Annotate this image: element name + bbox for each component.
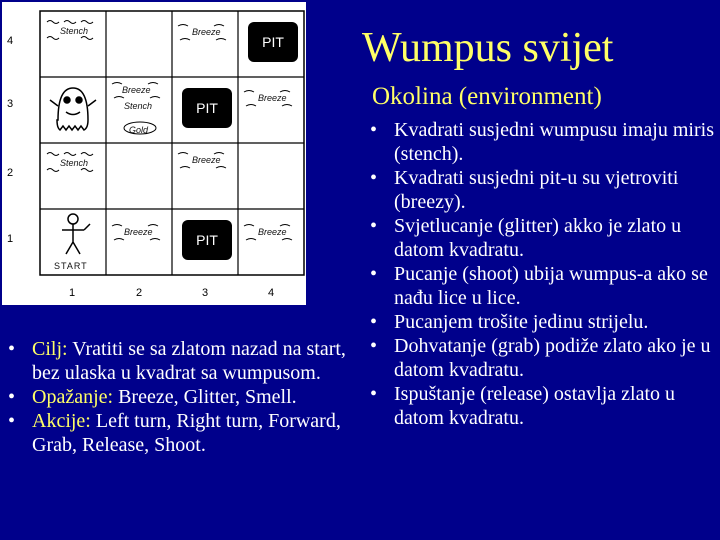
percepts-text: Breeze, Glitter, Smell. (113, 386, 297, 408)
col-label-4: 4 (268, 287, 275, 299)
rule-arrow: • Pucanjem trošite jedinu strijelu. (362, 310, 720, 334)
environment-rules-list (362, 118, 720, 430)
cell-2-3-gold: Gold (129, 125, 149, 135)
rule-breeze: • Kvadrati susjedni pit-u su vjetroviti (breezy). (362, 166, 720, 214)
percepts-item (0, 385, 370, 409)
row-label-2: 2 (7, 167, 14, 179)
actions-text: Left turn, Right turn, Forward, Grab, Release, Shoot. (32, 410, 341, 456)
wumpus-icon (50, 88, 96, 130)
cell-2-3-breeze: Breeze (122, 85, 151, 95)
cell-1-2-stench: Stench (60, 158, 89, 168)
percepts-label: Opažanje: (32, 386, 114, 408)
start-label: START (54, 261, 88, 271)
actions-item (0, 409, 370, 457)
pit-cell-3-3: PIT (182, 88, 232, 128)
task-description-list (0, 337, 370, 457)
cell-3-4-breeze: Breeze (192, 27, 221, 37)
rule-shoot: • Pucanje (shoot) ubija wumpus-a ako se nađu lice u lice. (362, 262, 720, 310)
col-label-1: 1 (69, 287, 76, 299)
rule-release: • Ispuštanje (release) ostavlja zlato u datom kvadratu. (362, 382, 720, 430)
cell-2-1-breeze: Breeze (124, 227, 153, 237)
rule-grab: • Dohvatanje (grab) podiže zlato ako je u datom kvadratu. (362, 334, 720, 382)
agent-icon (62, 214, 90, 254)
wumpus-grid (2, 2, 306, 305)
pit-cell-3-1: PIT (182, 220, 232, 260)
cell-1-4-stench: Stench (60, 26, 89, 36)
rule-glitter: • Svjetlucanje (glitter) akko je zlato u datom kvadratu. (362, 214, 720, 262)
environment-subtitle: Okolina (environment) (372, 83, 602, 110)
goal-item (0, 337, 370, 385)
pit-cell-4-4: PIT (248, 22, 298, 62)
actions-label: Akcije: (32, 410, 91, 432)
row-label-1: 1 (7, 233, 14, 245)
col-label-2: 2 (136, 287, 143, 299)
cell-4-3-breeze: Breeze (258, 93, 287, 103)
goal-label: Cilj: (32, 338, 68, 360)
row-label-4: 4 (7, 35, 14, 47)
slide-title: Wumpus svijet (362, 25, 614, 71)
cell-2-3-stench: Stench (124, 101, 153, 111)
goal-text: Vratiti se sa zlatom nazad na start, bez ulaska u kvadrat sa wumpusom. (32, 338, 346, 384)
rule-stench: • Kvadrati susjedni wumpusu imaju miris (stench). (362, 118, 720, 166)
col-label-3: 3 (202, 287, 209, 299)
cell-4-1-breeze: Breeze (258, 227, 287, 237)
row-label-3: 3 (7, 98, 14, 110)
cell-3-2-breeze: Breeze (192, 155, 221, 165)
